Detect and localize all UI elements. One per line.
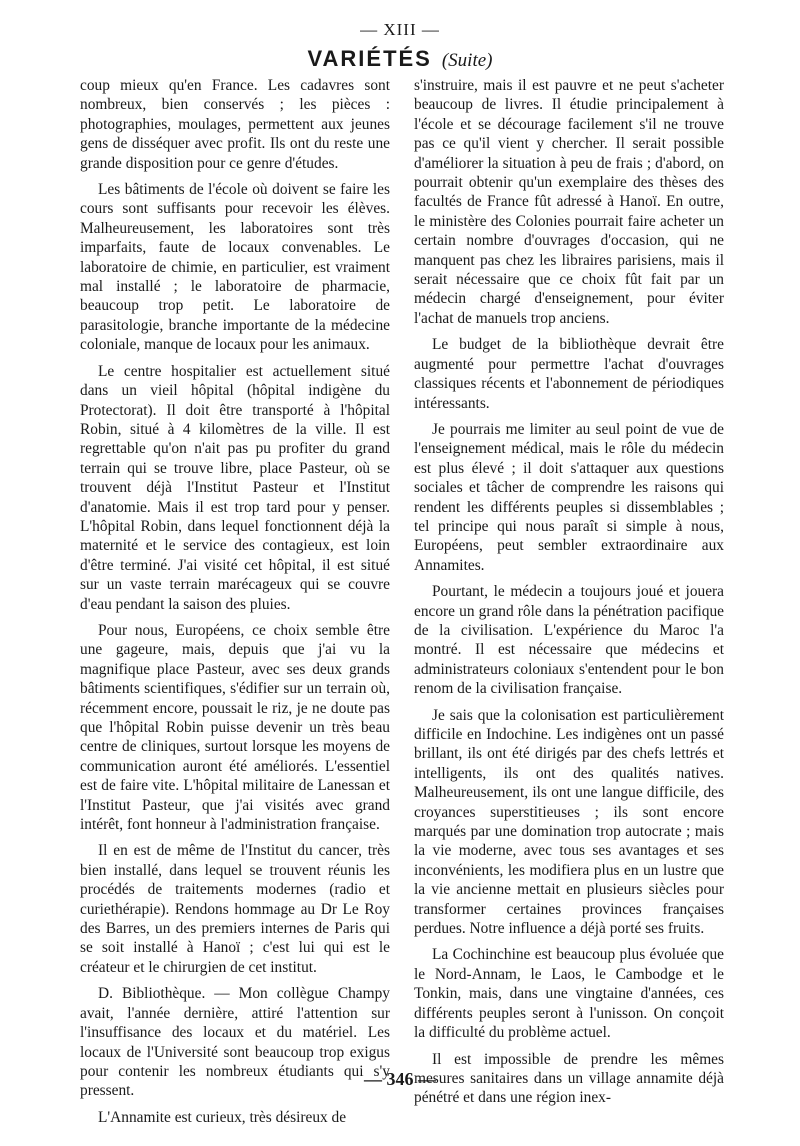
paragraph: D. Bibliothèque. — Mon collègue Champy avait, l'année dernière, attiré l'attention sur l'insuffisance des locaux et du matériel. Les locaux de l'Université sont beaucoup trop exigus pour contenir les nombreux étudiants qui s'y pressent. <box>80 985 390 1100</box>
roman-folio: — XIII — <box>360 20 440 39</box>
page-number: — 346 — <box>364 1069 436 1089</box>
running-head-title: VARIÉTÉS <box>307 46 432 71</box>
paragraph: Pourtant, le médecin a toujours joué et jouera encore un grand rôle dans la pénétration pacifique de la civilisation. L'expérience du Maroc l'a montré. Il est nécessaire que médecins et administrateurs coloniaux s'entendent pour le bon renom de la civilisation française. <box>414 583 724 698</box>
paragraph: L'Annamite est curieux, très désireux de <box>98 1108 347 1126</box>
paragraph: Le budget de la bibliothèque devrait être augmenté pour permettre l'achat d'ouvrages classiques récents et l'abonnement de périodiques intéressants. <box>414 336 724 412</box>
paragraph: Il est impossible de prendre les mêmes mesures sanitaires dans un village annamite déjà pénétré et dans une région inex- <box>414 1050 724 1107</box>
paragraph: Les bâtiments de l'école où doivent se faire les cours sont suffisants pour recevoir les élèves. Malheureusement, les laboratoires sont très imparfaits, faute de locaux convenables. Le laboratoire de chimie, en particulier, est vraiment mal installé ; le laboratoire de pharmacie, beaucoup trop petit. Le laboratoire de parasitologie, branche importante de la médecine coloniale, manque de locaux pour les animaux. <box>80 181 390 354</box>
paragraph: Je sais que la colonisation est particulièrement difficile en Indochine. Les indigènes ont un passé brillant, ils ont été dirigés par des chefs lettrés et intelligents, ils ont des qualités natives. Malheureusement, ils ont une langue difficile, des croyances superstitieuses ; ils sont encore marqués par une domination trop autocrate ; mais la vie moderne, avec tous ses avantages et ses inconvénients, les modifiera plus en un lustre que la vie ancienne mettait en plusieurs siècles pour transformer certaines provinces françaises perdues. Notre influence a déjà porté ses fruits. <box>414 706 724 938</box>
right-column <box>414 76 724 1108</box>
running-head <box>0 46 800 72</box>
paragraph: Pour nous, Européens, ce choix semble être une gageure, mais, depuis que j'ai vu la magnifique place Pasteur, avec ses deux grands bâtiments scientifiques, s'édifier sur un terrain où, récemment encore, poussait le riz, je ne doute pas que l'hôpital Robin puisse devenir un très beau centre de cliniques, surtout lorsque les moyens de communication auront été améliorés. L'essentiel est de faire vite. L'hôpital militaire de Lanessan et l'Institut Pasteur, que j'ai visités avec grand intérêt, font honneur à l'administration française. <box>80 621 390 834</box>
paragraph: Je pourrais me limiter au seul point de vue de l'enseignement médical, mais le rôle du médecin est plus élevé ; il doit s'attaquer aux questions sociales et tâcher de comprendre les raisons qui rendent les différents peuples si dissemblables ; tel principe qui nous paraît si simple à nous, Européens, peut sembler extraordinaire aux Annamites. <box>414 420 724 574</box>
paragraph: Il en est de même de l'Institut du cancer, très bien installé, dans lequel se trouvent réunis les procédés de traitements modernes (radio et curiethérapie). Rendons hommage au Dr Le Roy des Barres, un des premiers internes de Paris qui se soit installé à Hanoï ; c'est lui qui est le créateur et le chirurgien de cet institut. <box>80 842 390 976</box>
paragraph: Le centre hospitalier est actuellement situé dans un vieil hôpital (hôpital indigène du Protectorat). Il doit être transporté à l'hôpital Robin, situé à 4 kilomètres de la ville. Il est regrettable qu'on n'ait pas pu profiter du grand terrain qui se trouve libre, place Pasteur, où se trouvent déjà l'Institut Pasteur et l'Institut d'anatomie. Mais il est trop tard pour y penser. L'hôpital Robin, dans lequel fonctionnent déjà la maternité et le service des contagieux, est loin d'être terminé. J'ai visité cet hôpital, il est situé sur un vaste terrain marécageux qui se couvre d'eau pendant la saison des pluies. <box>80 362 390 613</box>
running-head-suite: (Suite) <box>441 50 493 71</box>
left-column <box>80 76 390 1127</box>
paragraph: La Cochinchine est beaucoup plus évoluée que le Nord-Annam, le Laos, le Cambodge et le Tonkin, mais, dans une vingtaine d'années, ces différents peuples seront à l'unisson. On conçoit la difficulté du problème actuel. <box>414 946 724 1042</box>
paragraph: s'instruire, mais il est pauvre et ne peut s'acheter beaucoup de livres. Il étudie principalement à l'école et se décourage facilement s'il ne trouve pas ce qu'il vient y chercher. Il serait possible d'améliorer la situation à peu de frais ; d'abord, on pourrait obtenir qu'un exemplaire des thèses des facultés de France fût adressé à Hanoï. En outre, le ministère des Colonies pourrait faire acheter un certain nombre d'ouvrages d'occasion, qui ne manquent pas chez les libraires parisiens, mais il serait nécessaire que ce choix fût fait par un médecin chargé d'enseignement, pour éviter l'achat de manuels trop anciens. <box>414 77 724 327</box>
paragraph: coup mieux qu'en France. Les cadavres sont nombreux, bien conservés ; les pièces : photographies, moulages, permettent aux jeunes gens de disséquer avec profit. Ils ont du reste une grande disposition pour ce genre d'études. <box>80 77 390 172</box>
